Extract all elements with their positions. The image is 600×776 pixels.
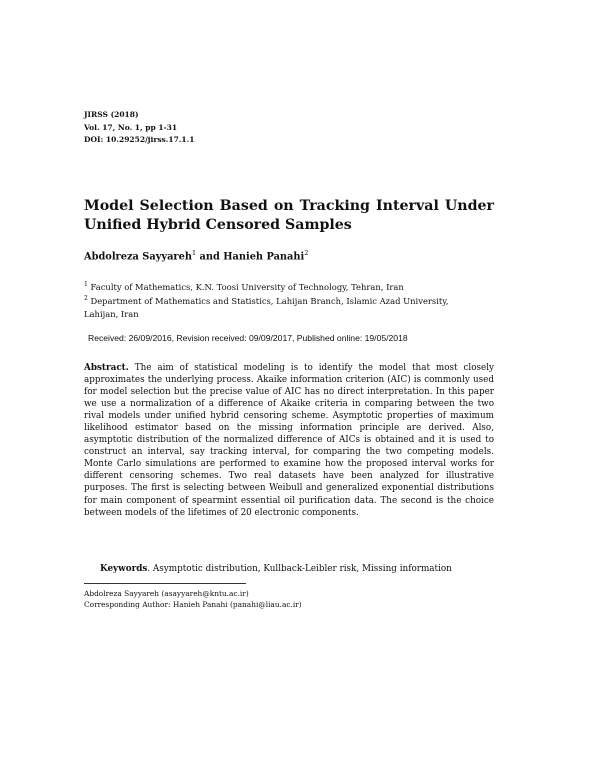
affiliation-text: Department of Mathematics and Statistics, Lahijan Branch, Islamic Azad University, Lahijan, Iran xyxy=(84,295,449,319)
keywords-label: Keywords xyxy=(100,564,148,574)
affiliation-text: Faculty of Mathematics, K.N. Toosi University of Technology, Tehran, Iran xyxy=(90,281,404,292)
abstract xyxy=(84,362,494,519)
journal-doi: DOI: 10.29252/jirss.17.1.1 xyxy=(84,135,195,144)
publication-dates: Received: 26/09/2016, Revision received: 09/09/2017, Published online: 19/05/2018 xyxy=(88,333,408,343)
affiliation-2 xyxy=(84,292,484,321)
keywords xyxy=(100,564,452,574)
footnotes xyxy=(84,588,302,610)
journal-header xyxy=(84,109,194,147)
author-name: Abdolreza Sayyareh xyxy=(84,251,192,263)
affiliation-marker: 2 xyxy=(84,295,88,302)
paper-title: Model Selection Based on Tracking Interval Under Unified Hybrid Censored Samples xyxy=(84,198,494,233)
journal-name: JIRSS (2018) xyxy=(84,110,139,119)
author-line xyxy=(84,249,308,262)
author-affiliation-marker: 1 xyxy=(191,249,197,257)
author-connector: and xyxy=(196,251,224,263)
footnote-author-email: Abdolreza Sayyareh (asayyareh@kntu.ac.ir) xyxy=(84,589,249,598)
affiliation-marker: 1 xyxy=(84,281,88,288)
keywords-text: . Asymptotic distribution, Kullback-Leibler risk, Missing information xyxy=(147,564,452,574)
author-affiliation-marker: 2 xyxy=(304,249,309,257)
journal-volume: Vol. 17, No. 1, pp 1-31 xyxy=(84,122,178,132)
footnote-corresponding-author: Corresponding Author: Hanieh Panahi (panahi@liau.ac.ir) xyxy=(84,600,302,609)
abstract-label: Abstract. xyxy=(84,363,129,373)
abstract-text: The aim of statistical modeling is to identify the model that most closely approximates the underlying process. Akaike information criterion (AIC) is commonly used for model selection but the precise value of AIC has no direct interpretation. In this paper we use a normalization of a difference of Akaike criteria in comparing between the two rival models under unified hybrid censoring scheme. Asymptotic properties of maximum likelihood estimator based on the missing information principle are derived. Also, asymptotic distribution of the normalized difference of AICs is obtained and it is used to construct an interval, say tracking interval, for comparing the two competing models. Monte Carlo simulations are performed to examine how the proposed interval works for different censoring schemes. Two real datasets have been analyzed for illustrative purposes. The first is selecting between Weibull and generalized exponential distributions for main component of spearmint essential oil purification data. The second is the choice between models of the lifetimes of 20 electronic components. xyxy=(84,363,495,518)
footnote-divider xyxy=(84,583,246,584)
author-name: Hanieh Panahi xyxy=(223,251,305,263)
